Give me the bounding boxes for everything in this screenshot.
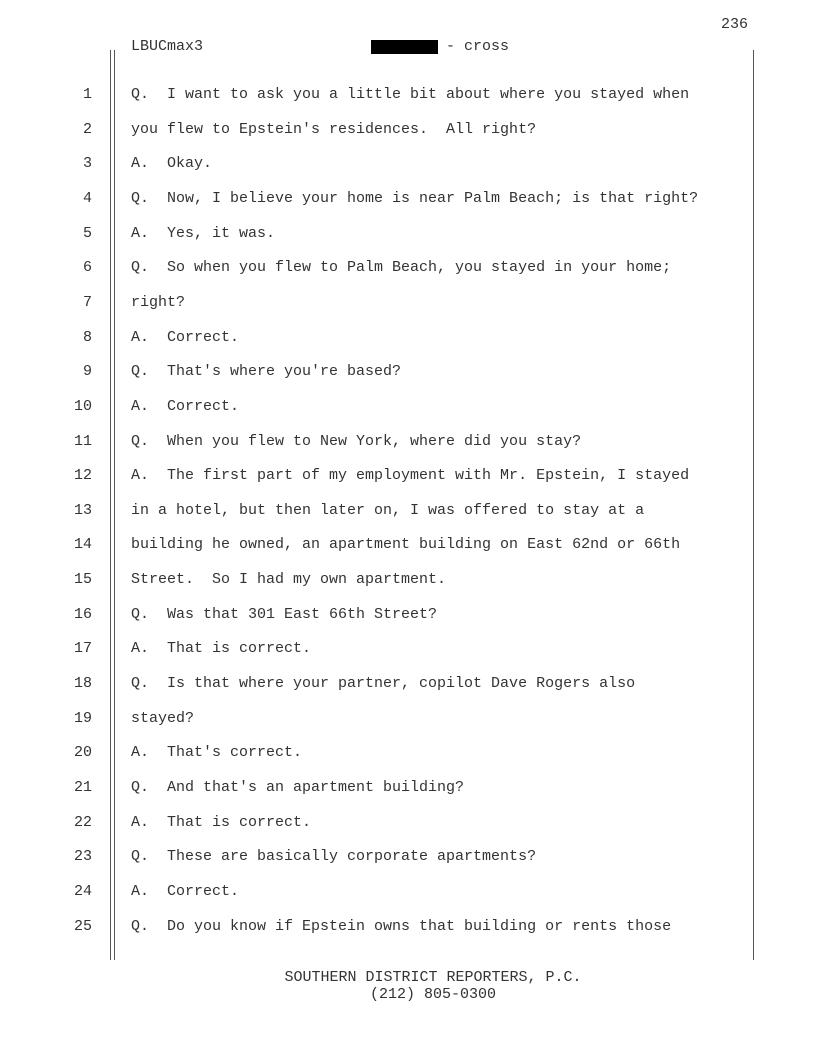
- line-text: A. Okay.: [131, 155, 213, 173]
- line-text: Q. Now, I believe your home is near Palm Beach; is that right?: [131, 189, 699, 207]
- line-text: A. Yes, it was.: [131, 224, 276, 242]
- line-text: A. That is correct.: [131, 813, 312, 831]
- line-text: Q. Do you know if Epstein owns that building or rents those: [131, 917, 672, 935]
- line-text: in a hotel, but then later on, I was offered to stay at a: [131, 501, 645, 519]
- line-text: A. Correct.: [131, 397, 240, 415]
- reporter-phone: (212) 805-0300: [369, 986, 497, 1003]
- line-number: 5: [82, 224, 92, 242]
- examination-type: - cross: [446, 38, 510, 55]
- line-number: 3: [82, 155, 92, 173]
- line-text: building he owned, an apartment building on East 62nd or 66th: [131, 536, 681, 554]
- line-text: Q. So when you flew to Palm Beach, you stayed in your home;: [131, 259, 672, 277]
- line-text: A. Correct.: [131, 328, 240, 346]
- line-number: 13: [73, 501, 92, 519]
- line-number: 17: [73, 640, 92, 658]
- line-number: 22: [73, 813, 92, 831]
- line-number: 4: [82, 189, 92, 207]
- line-text: A. Correct.: [131, 882, 240, 900]
- line-number: 20: [73, 744, 92, 762]
- line-number: 9: [82, 363, 92, 381]
- line-number: 6: [82, 259, 92, 277]
- line-number: 25: [73, 917, 92, 935]
- line-number: 24: [73, 882, 92, 900]
- line-number: 23: [73, 848, 92, 866]
- page-number: 236: [720, 16, 748, 33]
- line-text: right?: [131, 293, 186, 311]
- line-number: 7: [82, 293, 92, 311]
- line-number: 18: [73, 675, 92, 693]
- reporter-name: SOUTHERN DISTRICT REPORTERS, P.C.: [284, 969, 582, 986]
- line-number: 8: [82, 328, 92, 346]
- line-number: 1: [82, 86, 92, 103]
- line-text: Street. So I had my own apartment.: [131, 571, 447, 589]
- redaction-box: [371, 40, 438, 54]
- line-number: 16: [73, 605, 92, 623]
- line-text: Q. I want to ask you a little bit about where you stayed when: [131, 86, 690, 103]
- line-number: 11: [73, 432, 92, 450]
- line-text: you flew to Epstein's residences. All right?: [131, 120, 537, 138]
- line-text: Q. Was that 301 East 66th Street?: [131, 605, 438, 623]
- case-code: LBUCmax3: [131, 38, 204, 55]
- line-text: Q. These are basically corporate apartments?: [131, 848, 537, 866]
- line-number: 14: [73, 536, 92, 554]
- right-margin-rule: [753, 50, 754, 960]
- line-text: Q. That's where you're based?: [131, 363, 402, 381]
- line-number: 21: [73, 779, 92, 796]
- line-text: stayed?: [131, 709, 195, 727]
- line-number: 19: [73, 709, 92, 727]
- line-text: A. That's correct.: [131, 744, 303, 762]
- line-number: 2: [82, 120, 92, 138]
- line-text: Q. When you flew to New York, where did you stay?: [131, 432, 582, 450]
- footer: [0, 969, 816, 1003]
- left-margin-rule-inner: [114, 50, 115, 960]
- line-number: 10: [73, 397, 92, 415]
- line-number: 12: [73, 467, 92, 485]
- line-text: Q. And that's an apartment building?: [131, 779, 465, 796]
- line-text: A. The first part of my employment with Mr. Epstein, I stayed: [131, 467, 690, 485]
- left-margin-rule: [110, 50, 111, 960]
- line-text: Q. Is that where your partner, copilot Dave Rogers also: [131, 675, 636, 693]
- line-number: 15: [73, 571, 92, 589]
- line-text: A. That is correct.: [131, 640, 312, 658]
